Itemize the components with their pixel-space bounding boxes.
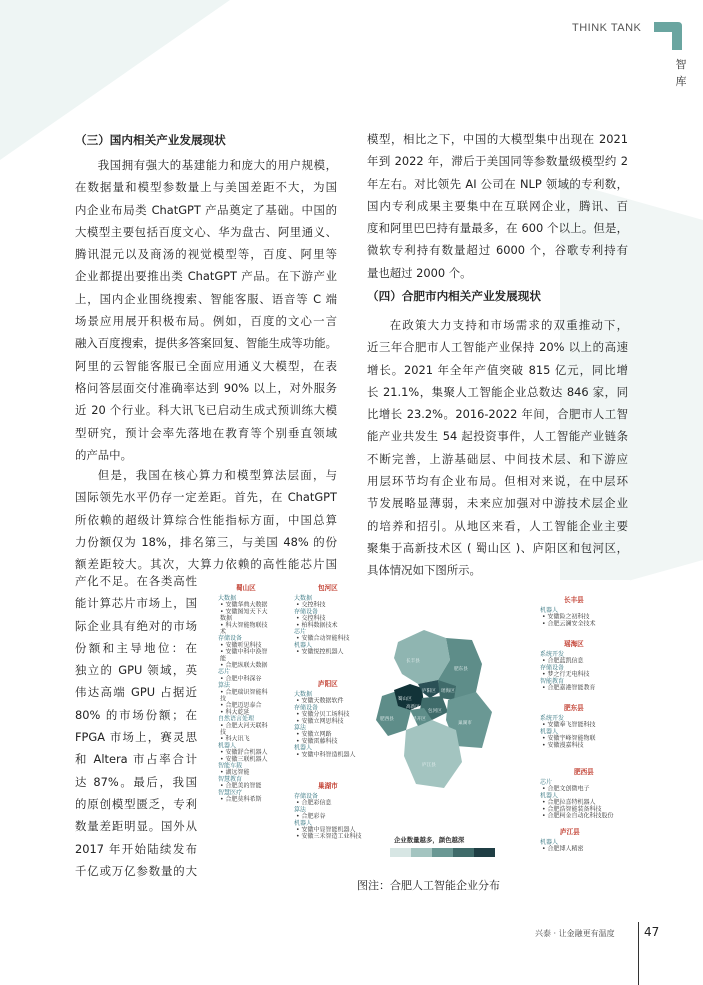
text-line: 我国拥有强大的基建能力和庞大的用户规模，: [97, 158, 337, 172]
panel-category: 芯片: [218, 668, 231, 676]
panel-category: 算法: [294, 806, 307, 814]
panel-title: 瑶海区: [564, 640, 584, 648]
svg-text:肥西县: 肥西县: [380, 717, 394, 722]
paragraph: [75, 464, 337, 575]
text-line: 2017 年开始陆续发布: [75, 841, 197, 856]
header-title: THINK TANK: [572, 22, 642, 34]
text-line: 具体情况如下图所示。: [367, 563, 481, 578]
text-line: 型研究，预计会率先落地在教育等个别垂直领域: [75, 425, 337, 440]
panel-company: • 安徽中科智造机器人: [296, 751, 356, 759]
panel-category: 机器人: [294, 641, 313, 649]
paragraph: [367, 128, 628, 284]
text-line: 模型，相比之下，中国的大模型集中出现在 2021: [367, 132, 628, 146]
panel-company: 数据: [220, 615, 233, 623]
panel-company: • 交控科技: [296, 615, 326, 623]
panel-company: • 科大讯飞: [220, 735, 250, 743]
text-line: 增长。2021 年全年产值突破 815 亿元，同比增: [367, 362, 628, 377]
panel-company: • 安徽中显智能机器人: [296, 826, 356, 834]
panel-title: 肥西县: [574, 768, 594, 776]
text-line: 在政策大力支持和市场需求的双重推动下，: [389, 318, 628, 332]
panel-category: 大数据: [294, 595, 313, 602]
panel-company: • 安徽图知天下大: [220, 608, 268, 616]
panel-company: • 安徽合动智能科技: [296, 635, 350, 643]
svg-text:蜀山区: 蜀山区: [398, 697, 412, 702]
panel-category: 机器人: [218, 742, 237, 750]
panel-company: 技: [220, 695, 227, 703]
panel-company: • 安徽奉飞智能科技: [542, 721, 596, 729]
text-line: 用层环节均有企业布局。但相对来说，在中层环: [367, 474, 628, 489]
panel-company: • 合肥嘉港智能教育: [542, 684, 596, 692]
panel-company: • 合肥彩信息: [296, 799, 332, 807]
panel-category: 机器人: [540, 728, 559, 736]
panel-category: 存储设备: [294, 704, 319, 712]
panel-company: • 安徽听见科技: [220, 641, 262, 649]
paragraph: [75, 570, 197, 882]
panel-category: 系统开发: [540, 715, 565, 722]
text-line: 和 Altera 市占率合计: [75, 752, 197, 767]
panel-category: 存储设备: [294, 793, 319, 800]
panel-company: • 合肥云澜安全技术: [542, 620, 596, 628]
text-line: 融入百度搜索，提供多答案回复、智能生成等功能。: [75, 336, 337, 351]
panel-category: 芯片: [540, 779, 553, 786]
panel-company: • 合肥纵联大数据: [220, 662, 268, 669]
panel-category: 机器人: [540, 607, 559, 614]
panel-title: 蜀山区: [236, 584, 256, 592]
text-line: 上，国内企业围绕搜索、智能客服、语音等 C 端: [75, 291, 337, 306]
svg-text:瑶海区: 瑶海区: [441, 689, 455, 694]
svg-text:肥东县: 肥东县: [454, 667, 468, 672]
panel-category: 大数据: [294, 691, 313, 698]
text-line: 年到 2022 年，滞后于美国同等参数量级模型约 2: [367, 154, 628, 169]
panel-category: 智能车载: [218, 762, 243, 770]
text-line: 量也超过 2000 个。: [367, 265, 472, 280]
paragraph: [75, 154, 337, 466]
figure-caption: 图注：合肥人工智能企业分布: [357, 879, 500, 892]
text-line: 的产品中。: [75, 447, 132, 462]
text-line: 格问答层面交付准确率达到 90% 以上，对外服务: [75, 380, 337, 395]
panel-company: • 合肥莫科希斯: [220, 796, 262, 803]
panel-company: • 安徽天数据软件: [296, 697, 344, 705]
text-line: 内企业布局类 ChatGPT 产品奠定了基础。中国的: [75, 202, 337, 217]
section-heading-3: （三）国内相关产业发展现状: [75, 133, 226, 147]
panel-company: • 安徽华典大数据: [220, 601, 268, 609]
text-line: FPGA 市场上，赛灵思: [75, 730, 197, 745]
panel-company: 术: [220, 628, 227, 636]
text-line: 伟达高端 GPU 占据近: [75, 685, 197, 700]
panel-company: • 安徽立网思科技: [296, 717, 344, 725]
panel-category: 机器人: [540, 792, 559, 800]
section-heading-4: （四）合肥市内相关产业发展现状: [367, 289, 541, 303]
panel-title: 长丰县: [564, 596, 584, 604]
panel-company: • 合肥中科深谷: [220, 675, 262, 683]
text-line: 千亿或万亿参数量的大: [75, 863, 197, 878]
panel-company: • 合肥文创微电子: [542, 785, 590, 793]
panel-category: 智慧教育: [218, 775, 243, 783]
text-line: 力份额仅为 18%，排名第三，与美国 48% 的份: [75, 534, 337, 549]
text-line: 年左右。对比领先 AI 公司在 NLP 领域的专利数，: [367, 176, 628, 191]
svg-text:庐江县: 庐江县: [422, 763, 436, 768]
panel-category: 芯片: [294, 628, 307, 636]
panel-category: 机器人: [294, 819, 313, 827]
panel-company: • 合肥浩智能装备科技: [542, 805, 602, 813]
text-line: 微软专利持有数量超过 6000 个，谷歌专利持有: [367, 243, 628, 258]
panel-category: 智能教育: [540, 677, 565, 685]
panel-company: • 合肥彩谷: [296, 813, 326, 821]
panel-title: 巢湖市: [318, 782, 338, 790]
text-line: 大模型主要包括百度文心、华为盘古、阿里通义、: [75, 224, 337, 239]
panel-category: 算法: [218, 682, 231, 690]
panel-company: • 合肥柯金自动化科技股份: [542, 812, 614, 820]
panel-company: • 安徽三禾智造工业科技: [296, 833, 362, 841]
svg-text:高新区: 高新区: [406, 705, 420, 710]
panel-company: • 合肥蓝凯信息: [542, 657, 584, 665]
text-line: 但是，我国在核心算力和模型算法层面，与: [97, 468, 337, 482]
hefei-ai-enterprise-map: [210, 580, 630, 865]
panel-company: • 安徽立网路: [296, 731, 332, 739]
panel-category: 大数据: [218, 595, 237, 602]
panel-category: 智慧医疗: [218, 789, 243, 797]
text-line: 比增长 23.2%。2016-2022 年间，合肥市人工智: [367, 407, 628, 422]
svg-text:长丰县: 长丰县: [406, 659, 420, 664]
panel-company: • 梦之行无电科技: [542, 671, 590, 679]
text-line: 际企业具有绝对的市场: [75, 618, 197, 633]
panel-company: • 科大乾延: [220, 708, 250, 716]
panel-title: 包河区: [318, 584, 338, 592]
panel-company: 技: [220, 729, 227, 736]
panel-company: • 合肥瑞识智能科: [220, 688, 268, 696]
text-line: 国际领先水平仍存一定差距。首先，在 ChatGPT: [75, 490, 337, 505]
text-line: 企业都提出要推出类 ChatGPT 产品。在下游产业: [75, 269, 337, 284]
text-line: 节发展略显薄弱，未来应加强对中游技术层企业: [367, 496, 628, 511]
text-line: 国内专利成果主要集中在互联网企业，腾讯、百: [367, 198, 628, 213]
panel-company: • 合肥美的智能: [220, 782, 262, 790]
panel-title: 庐江县: [560, 828, 580, 836]
panel-company: • 安徽雷藤科技: [296, 737, 338, 745]
panel-category: 存储设备: [294, 608, 319, 616]
text-line: 的原创模型匮乏，专利: [75, 796, 197, 811]
panel-company: • 合肥大河天联科: [220, 722, 268, 730]
text-line: 所依赖的超级计算综合性能指标方面，中国总算: [75, 512, 337, 527]
text-line: 80% 的市场份额；在: [75, 707, 197, 722]
text-line: 达 87%。最后，我国: [75, 774, 197, 789]
panel-company: • 安徽三联机器人: [220, 755, 268, 763]
panel-company: • 安徽舒合机器人: [220, 749, 268, 757]
svg-text:庐阳区: 庐阳区: [422, 689, 436, 694]
panel-company: • 安徽险之初科技: [542, 613, 590, 621]
panel-company: • 安徽宇峰智能物联: [542, 735, 596, 743]
text-line: 腾讯混元以及商汤的视觉模型等，百度、阿里等: [75, 247, 337, 262]
svg-text:企业数量越多，颜色越深: 企业数量越多，颜色越深: [394, 836, 465, 844]
panel-category: 机器人: [540, 839, 559, 846]
text-line: 长 21.1%，集聚人工智能企业总数达 846 家，同: [367, 384, 628, 399]
text-line: 度和阿里巴巴持有量最多，在 600 个以上。但是，: [367, 221, 628, 236]
panel-category: 机器人: [294, 744, 313, 752]
text-line: 份额和主导地位：在: [75, 640, 197, 655]
panel-company: • 科大智能物联技: [220, 621, 268, 629]
panel-category: 存储设备: [540, 664, 565, 672]
panel-company: • 安徽分贝工场科技: [296, 711, 350, 719]
panel-title: 肥东县: [564, 704, 584, 712]
text-line: 聚集于高新技术区 ( 蜀山区 )、庐阳区和包河区，: [367, 540, 628, 555]
text-line: 场景应用展开积极布局。例如，百度的文心一言: [75, 314, 337, 329]
text-line: 近三年合肥市人工智能产业保持 20% 以上的高速: [367, 340, 628, 355]
footer-slogan: 兴泰 · 让金融更有温度: [535, 929, 615, 938]
paragraph: [367, 314, 628, 582]
panel-category: 系统开发: [540, 651, 565, 658]
panel-company: • 合肥迈思泰合: [220, 702, 262, 710]
footer-divider: [638, 922, 639, 985]
text-line: 不断完善，上游基础层、中间技术层、和下游应: [367, 451, 628, 466]
text-line: 在数据量和模型参数量上与美国差距不大，为国: [75, 180, 337, 195]
svg-text:经开区: 经开区: [412, 717, 426, 722]
panel-company: • 合肥拉喜特机器人: [542, 799, 596, 807]
panel-company: 能: [220, 655, 227, 663]
text-line: 能计算芯片市场上，国: [75, 596, 197, 611]
panel-category: 存储设备: [218, 635, 243, 643]
panel-company: • 安徽中科中涣智: [220, 648, 268, 656]
panel-category: 自然语言处理: [218, 715, 255, 723]
panel-company: • 合肥博人精密: [542, 845, 584, 853]
text-line: 独立的 GPU 领域，英: [75, 663, 197, 678]
panel-company: • 交控科技: [296, 601, 326, 609]
text-line: 产化不足。在各类高性: [75, 574, 197, 588]
panel-title: 庐阳区: [318, 680, 338, 688]
text-line: 数量差距明显。国外从: [75, 819, 197, 834]
page-number: 47: [644, 925, 660, 939]
svg-text:巢湖市: 巢湖市: [458, 721, 472, 726]
panel-company: • 湖远智能: [220, 769, 250, 777]
svg-text:包河区: 包河区: [428, 709, 442, 714]
text-line: 额差距较大。其次，大算力依赖的高性能芯片国: [75, 557, 337, 572]
text-line: 能产业共发生 54 起投资事件，人工智能产业链条: [367, 429, 628, 444]
text-line: 的培养和招引。从地区来看，人工智能企业主要: [367, 518, 628, 533]
panel-company: • 柏科数据技术: [296, 621, 338, 629]
text-line: 近 20 个行业。科大讯飞已启动生成式预训练大模: [75, 403, 337, 418]
panel-company: • 安徽漫嘉科技: [542, 741, 584, 749]
text-line: 阿里的云智能客服已全面应用通义大模型，在表: [75, 358, 337, 373]
panel-company: • 安徽悦控机器人: [296, 648, 344, 656]
panel-category: 算法: [294, 724, 307, 732]
header-subtitle: 智 库: [675, 58, 687, 88]
